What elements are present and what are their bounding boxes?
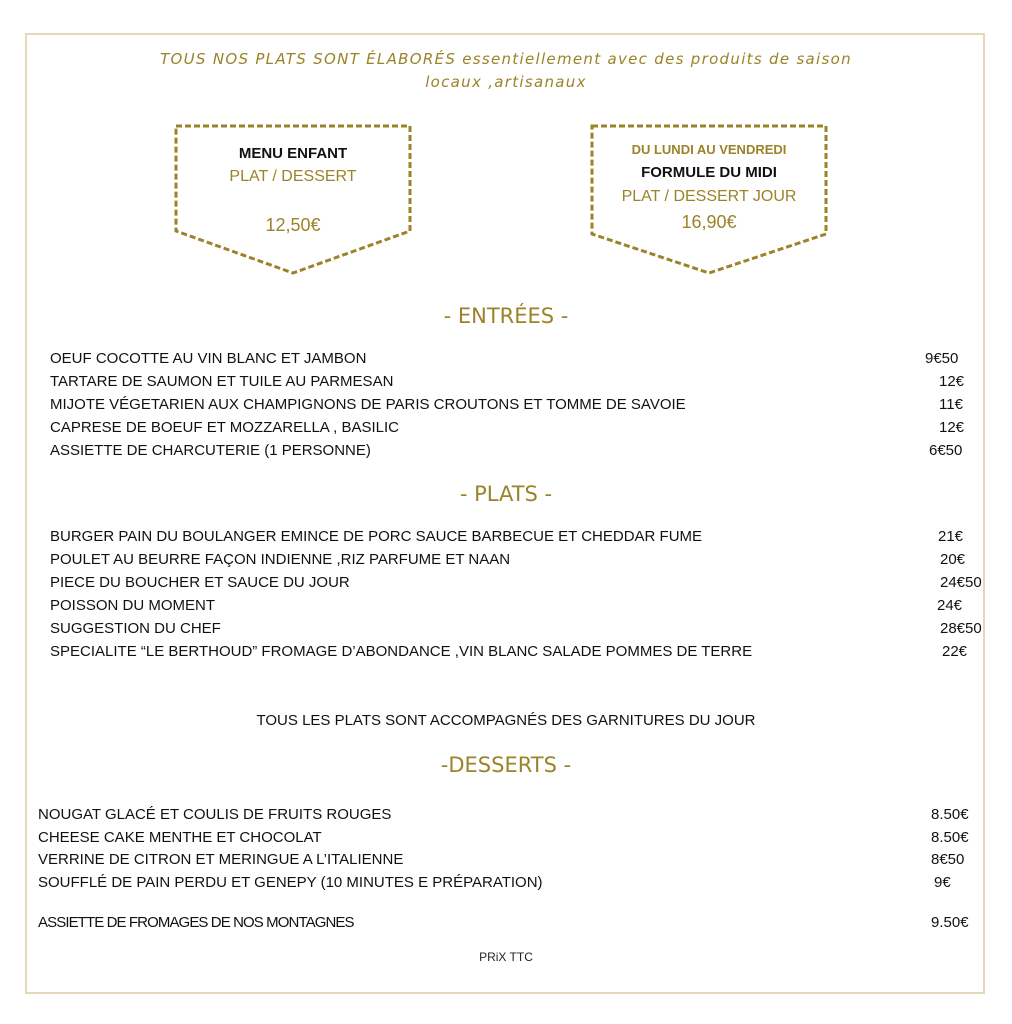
dessert-item-price: 8€50 [931, 851, 965, 868]
starter-item-name: CAPRESE DE BOEUF ET MOZZARELLA , BASILIC [50, 419, 399, 436]
desserts-heading: -DESSERTS - [440, 753, 572, 777]
menu-frame [25, 33, 985, 994]
lunch-menu-title: FORMULE DU MIDI [641, 164, 777, 181]
intro-line-2: locaux ,artisanaux [425, 73, 587, 91]
side-dishes-note: TOUS LES PLATS SONT ACCOMPAGNÉS DES GARNITURES DU JOUR [256, 712, 756, 729]
dessert-item-price: 9€ [934, 874, 951, 891]
starter-item-price: 12€ [939, 373, 965, 390]
intro-line-1: TOUS NOS PLATS SONT ÉLABORÉS essentiellement avec des produits de saison [160, 50, 852, 68]
main-item-name: PIECE DU BOUCHER ET SAUCE DU JOUR [50, 574, 350, 591]
dessert-item-price: 8.50€ [931, 806, 969, 823]
lunch-menu-price: 16,90€ [681, 212, 737, 232]
main-item-name: POULET AU BEURRE FAÇON INDIENNE ,RIZ PARFUME ET NAAN [50, 551, 511, 568]
starter-item-name: ASSIETTE DE CHARCUTERIE (1 PERSONNE) [50, 442, 371, 459]
main-item-price: 24€ [937, 597, 963, 614]
dessert-item-price: 8.50€ [931, 829, 969, 846]
main-item-price: 28€50 [940, 620, 982, 637]
starter-item-price: 6€50 [929, 442, 963, 459]
kids-menu-price: 12,50€ [265, 215, 321, 235]
main-item-name: SUGGESTION DU CHEF [50, 620, 221, 637]
kids-menu-title: MENU ENFANT [238, 145, 348, 162]
main-item-name: SPECIALITE “LE BERTHOUD” FROMAGE D’ABONDANCE ,VIN BLANC SALADE POMMES DE TERRE [50, 643, 753, 660]
tax-note: PRiX TTC [479, 950, 533, 964]
dessert-item-name: SOUFFLÉ DE PAIN PERDU ET GENEPY (10 MINUTES E PRÉPARATION) [38, 874, 543, 891]
main-item-price: 24€50 [940, 574, 982, 591]
kids-menu-subtitle: PLAT / DESSERT [229, 168, 357, 185]
lunch-menu-subtitle: PLAT / DESSERT JOUR [621, 188, 797, 205]
starter-item-name: MIJOTE VÉGETARIEN AUX CHAMPIGNONS DE PARIS CROUTONS ET TOMME DE SAVOIE [50, 396, 686, 413]
starters-heading: - ENTRÉES - [443, 304, 569, 328]
starter-item-price: 12€ [939, 419, 965, 436]
main-item-price: 20€ [940, 551, 966, 568]
mains-heading: - PLATS - [459, 482, 553, 506]
starter-item-price: 11€ [939, 396, 963, 413]
kids-menu-badge [174, 124, 412, 276]
starter-item-name: OEUF COCOTTE AU VIN BLANC ET JAMBON [50, 350, 367, 367]
starter-item-price: 9€50 [925, 350, 959, 367]
main-item-price: 21€ [938, 528, 964, 545]
main-item-name: BURGER PAIN DU BOULANGER EMINCE DE PORC SAUCE BARBECUE ET CHEDDAR FUME [50, 528, 703, 545]
dessert-item-name: CHEESE CAKE MENTHE ET CHOCOLAT [38, 829, 322, 846]
cheese-plate-price: 9.50€ [931, 914, 969, 931]
main-item-price: 22€ [942, 643, 968, 660]
main-item-name: POISSON DU MOMENT [50, 597, 216, 614]
lunch-menu-badge [590, 124, 828, 276]
starter-item-name: TARTARE DE SAUMON ET TUILE AU PARMESAN [50, 373, 394, 390]
cheese-plate-name: ASSIETTE DE FROMAGES DE NOS MONTAGNES [38, 914, 354, 931]
lunch-menu-days: DU LUNDI AU VENDREDI [631, 142, 787, 157]
dessert-item-name: VERRINE DE CITRON ET MERINGUE A L’ITALIENNE [38, 851, 404, 868]
dessert-item-name: NOUGAT GLACÉ ET COULIS DE FRUITS ROUGES [38, 806, 392, 823]
